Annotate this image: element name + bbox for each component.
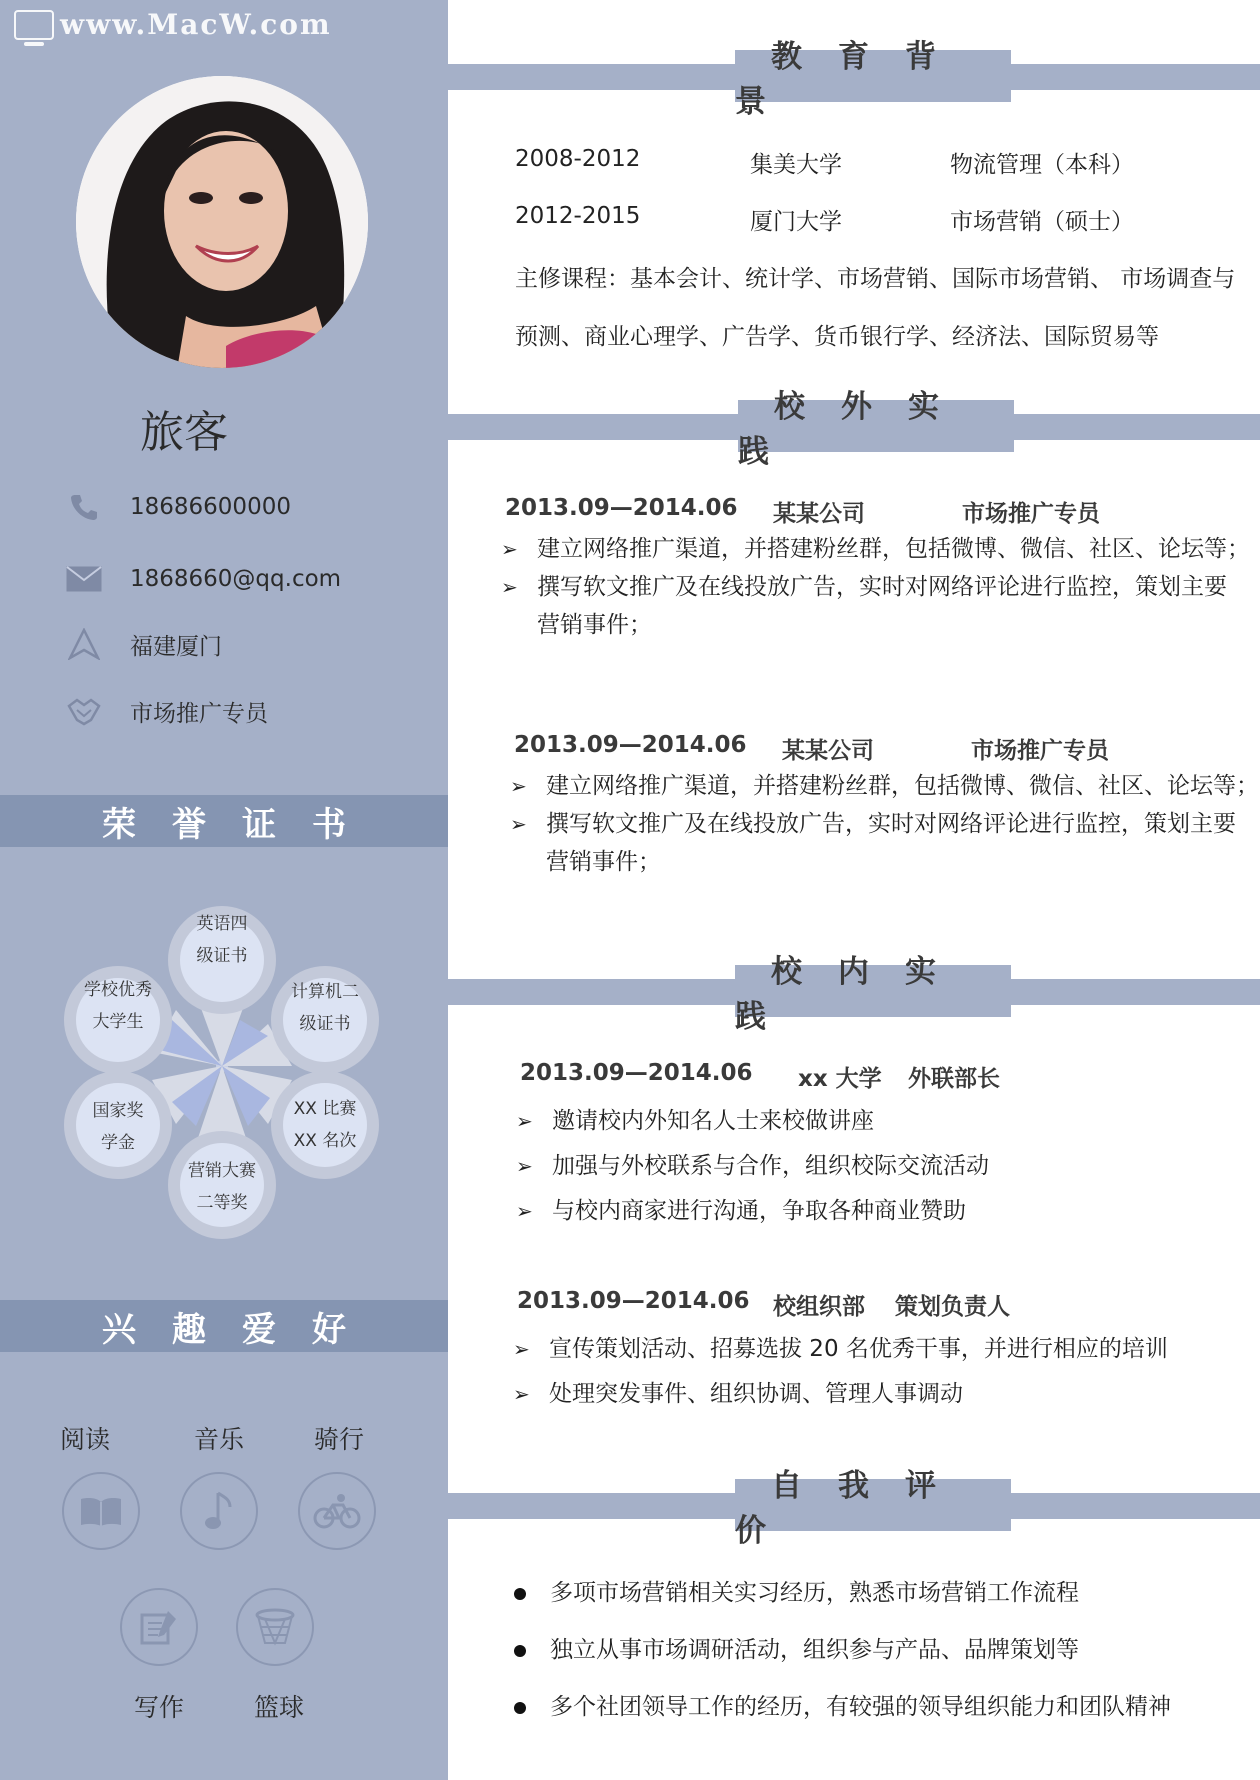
internal-practice-title: 校内实践 — [735, 965, 1011, 1017]
writing-icon — [120, 1588, 198, 1666]
bullet-text: 处理突发事件、组织协调、管理人事调动 — [549, 1381, 963, 1407]
arrow-bullet-icon: ➢ — [516, 1199, 533, 1223]
int-org: xx 大学 — [798, 1066, 882, 1092]
location-text: 福建厦门 — [130, 633, 222, 660]
self-eval-item — [550, 1574, 1079, 1612]
bullet-dot-icon — [514, 1702, 526, 1714]
int-bullet — [513, 1375, 963, 1413]
bullet-text: 加强与外校联系与合作，组织校际交流活动 — [552, 1153, 989, 1179]
honor-line: 级证书 — [299, 1014, 351, 1034]
honor-line: 学金 — [101, 1133, 135, 1153]
honor-item — [68, 974, 168, 1038]
arrow-bullet-icon: ➢ — [516, 1109, 533, 1133]
int-bullet — [516, 1192, 966, 1230]
watermark — [14, 8, 332, 41]
arrow-bullet-icon: ➢ — [513, 1337, 530, 1361]
int-role: 策划负责人 — [895, 1294, 1010, 1320]
honor-item — [275, 1093, 375, 1157]
bullet-text: 与校内商家进行沟通，争取各种商业赞助 — [552, 1198, 966, 1224]
int-role: 外联部长 — [908, 1066, 1000, 1092]
honor-line: XX 比赛 — [293, 1099, 357, 1119]
arrow-bullet-icon: ➢ — [510, 812, 527, 836]
location-arrow-icon — [64, 627, 104, 661]
honor-item — [275, 976, 375, 1040]
self-eval-title: 自我评价 — [735, 1479, 1011, 1531]
ext-bullet — [501, 568, 1227, 606]
int-bullet — [513, 1330, 1168, 1368]
monitor-icon — [14, 10, 54, 40]
hobbies-title: 兴趣爱好 — [0, 1300, 448, 1352]
edu-major: 市场营销（硕士） — [950, 209, 1134, 235]
hobby-label-reading: 阅读 — [60, 1425, 111, 1454]
external-practice-title: 校外实践 — [738, 400, 1014, 452]
bullet-text: 邀请校内外知名人士来校做讲座 — [552, 1108, 874, 1134]
honor-line: 二等奖 — [196, 1193, 248, 1213]
ext-bullet-cont — [546, 843, 661, 881]
ext-period: 2013.09—2014.06 — [505, 495, 738, 521]
bullet-dot-icon — [514, 1588, 526, 1600]
ext-org: 某某公司 — [773, 501, 865, 527]
honor-line: 大学生 — [92, 1012, 144, 1032]
ext-bullet — [510, 805, 1236, 843]
contact-job — [64, 694, 268, 728]
self-eval-item — [550, 1631, 1079, 1669]
bullet-text: 撰写软文推广及在线投放广告，实时对网络评论进行监控，策划主要 — [537, 574, 1227, 600]
mail-icon — [64, 562, 104, 596]
bullet-text: 多个社团领导工作的经历，有较强的领导组织能力和团队精神 — [550, 1694, 1171, 1720]
ext-bullet — [510, 767, 1259, 805]
edu-courses: 预测、商业心理学、广告学、货币银行学、经济法、国际贸易等 — [515, 324, 1159, 350]
arrow-bullet-icon: ➢ — [510, 774, 527, 798]
ext-org: 某某公司 — [782, 738, 874, 764]
bullet-text: 营销事件； — [546, 849, 661, 875]
watermark-text: www.MacW.com — [60, 8, 332, 41]
int-org: 校组织部 — [773, 1294, 865, 1320]
hobby-label-writing: 写作 — [134, 1693, 185, 1722]
hobby-label-music: 音乐 — [194, 1425, 245, 1454]
int-bullet — [516, 1147, 989, 1185]
honor-line: 营销大赛 — [188, 1161, 256, 1181]
arrow-bullet-icon: ➢ — [501, 537, 518, 561]
int-bullet — [516, 1102, 874, 1140]
honor-line: 英语四 — [196, 914, 248, 934]
ext-role: 市场推广专员 — [962, 501, 1100, 527]
self-eval-item — [550, 1688, 1171, 1726]
hobby-label-cycling: 骑行 — [314, 1425, 365, 1454]
edu-school: 集美大学 — [750, 152, 842, 178]
education-title: 教育背景 — [735, 50, 1011, 102]
phone-text: 18686600000 — [130, 494, 291, 520]
honor-line: 计算机二 — [291, 982, 359, 1002]
bullet-text: 独立从事市场调研活动，组织参与产品、品牌策划等 — [550, 1637, 1079, 1663]
edu-years: 2012-2015 — [515, 203, 641, 229]
honor-item — [68, 1095, 168, 1159]
honor-line: XX 名次 — [293, 1131, 357, 1151]
bullet-text: 宣传策划活动、招募选拔 20 名优秀干事，并进行相应的培训 — [549, 1336, 1168, 1362]
edu-major: 物流管理（本科） — [950, 152, 1134, 178]
bullet-text: 建立网络推广渠道，并搭建粉丝群，包括微博、微信、社区、论坛等； — [537, 536, 1250, 562]
bullet-text: 多项市场营销相关实习经历，熟悉市场营销工作流程 — [550, 1580, 1079, 1606]
edu-years: 2008-2012 — [515, 146, 641, 172]
basketball-hoop-icon — [236, 1588, 314, 1666]
job-text: 市场推广专员 — [130, 700, 268, 727]
person-name: 旅客 — [140, 407, 228, 458]
book-icon — [62, 1472, 140, 1550]
contact-location — [64, 627, 222, 661]
int-period: 2013.09—2014.06 — [517, 1288, 750, 1314]
bullet-text: 撰写软文推广及在线投放广告，实时对网络评论进行监控，策划主要 — [546, 811, 1236, 837]
email-text: 1868660@qq.com — [130, 566, 342, 592]
hobby-label-basketball: 篮球 — [254, 1693, 305, 1722]
arrow-bullet-icon: ➢ — [516, 1154, 533, 1178]
profile-photo — [76, 76, 368, 368]
ext-bullet-cont — [537, 606, 652, 644]
honor-line: 级证书 — [196, 946, 248, 966]
honor-item — [172, 908, 272, 972]
honor-line: 国家奖 — [92, 1101, 144, 1121]
ext-period: 2013.09—2014.06 — [514, 732, 747, 758]
ext-role: 市场推广专员 — [971, 738, 1109, 764]
contact-email — [64, 562, 341, 596]
arrow-bullet-icon: ➢ — [513, 1382, 530, 1406]
edu-school: 厦门大学 — [750, 209, 842, 235]
bullet-text: 建立网络推广渠道，并搭建粉丝群，包括微博、微信、社区、论坛等； — [546, 773, 1259, 799]
bullet-dot-icon — [514, 1645, 526, 1657]
edu-courses: 主修课程：基本会计、统计学、市场营销、国际市场营销、 市场调查与 — [515, 266, 1236, 292]
portrait-image — [76, 76, 368, 368]
bicycle-icon — [298, 1472, 376, 1550]
music-note-icon — [180, 1472, 258, 1550]
honors-title: 荣誉证书 — [0, 795, 448, 847]
bullet-text: 营销事件； — [537, 612, 652, 638]
honor-line: 学校优秀 — [84, 980, 152, 1000]
phone-icon — [64, 490, 104, 524]
handshake-icon — [64, 694, 104, 728]
ext-bullet — [501, 530, 1250, 568]
arrow-bullet-icon: ➢ — [501, 575, 518, 599]
honor-item — [172, 1155, 272, 1219]
contact-phone — [64, 490, 291, 524]
int-period: 2013.09—2014.06 — [520, 1060, 753, 1086]
